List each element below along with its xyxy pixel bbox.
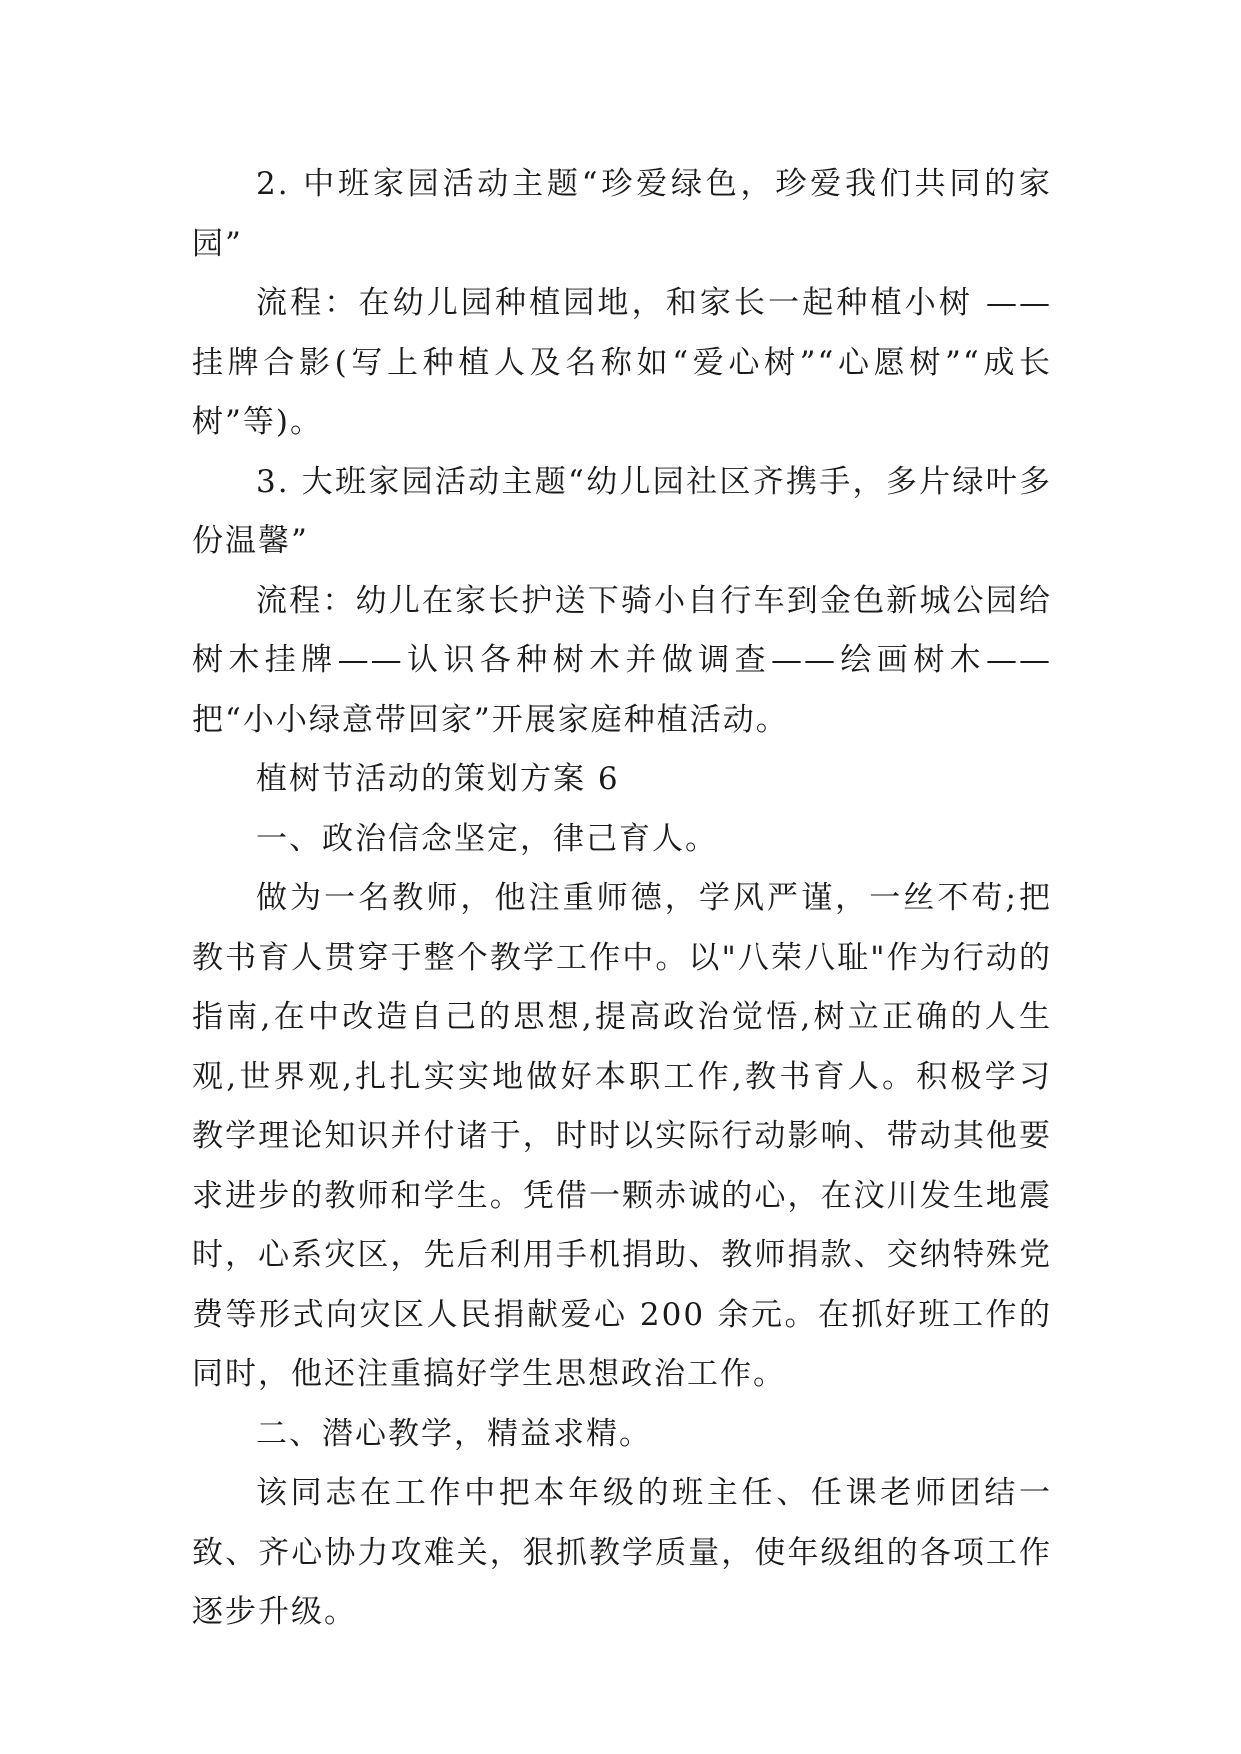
paragraph-teacher-ethics: 做为一名教师，他注重师德，学风严谨，一丝不苟;把教书育人贯穿于整个教学工作中。以"八荣八耻"作为行动的指南,在中改造自己的思想,提高政治觉悟,树立正确的人生观,世界观,扎扎实实地做好本职工作,教书育人。积极学习教学理论知识并付诸于，时时以实际行动影响、带动其他要求进步的教师和学生。凭借一颗赤诚的心，在汶川发生地震时，心系灾区，先后利用手机捐助、教师捐款、交纳特殊党费等形式向灾区人民捐献爱心 200 余元。在抓好班工作的同时，他还注重搞好学生思想政治工作。 [192, 880, 1052, 1392]
section-title-plan-6: 植树节活动的策划方案 6 [256, 761, 620, 797]
paragraph-senior-class-process: 流程：幼儿在家长护送下骑小自行车到金色新城公园给树木挂牌——认识各种树木并做调查——绘画树木——把“小小绿意带回家”开展家庭种植活动。 [192, 582, 1052, 738]
document-body [192, 155, 1052, 1643]
heading-political-belief: 一、政治信念坚定，律己育人。 [256, 820, 718, 857]
paragraph-senior-class-theme: 3. 大班家园活动主题“幼儿园社区齐携手，多片绿叶多份温馨” [192, 463, 1052, 559]
heading-dedicated-teaching: 二、潜心教学，精益求精。 [256, 1415, 652, 1452]
paragraph-teamwork: 该同志在工作中把本年级的班主任、任课老师团结一致、齐心协力攻难关，狠抓教学质量，使年级组的各项工作逐步升级。 [192, 1475, 1052, 1630]
paragraph-middle-class-theme: 2. 中班家园活动主题“珍爱绿色，珍爱我们共同的家园” [192, 166, 1052, 262]
paragraph-middle-class-process: 流程：在幼儿园种植园地，和家长一起种植小树 ——挂牌合影(写上种植人及名称如“爱心树”“心愿树”“成长树”等)。 [192, 285, 1052, 440]
